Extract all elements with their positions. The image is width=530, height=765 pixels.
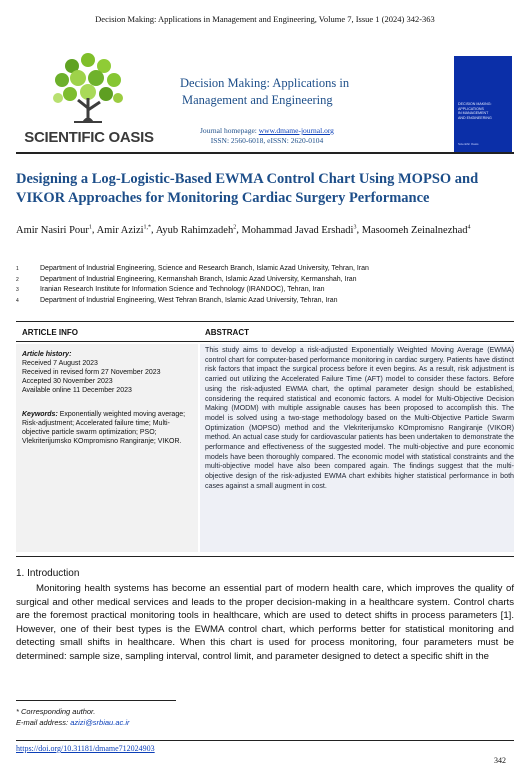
issn: ISSN: 2560-6018, eISSN: 2620-0104 [210,136,324,145]
affiliation: 4 Department of Industrial Engineering, West Tehran Branch, Islamic Azad University, Tehran, Iran [16,296,338,304]
history-item: Received in revised form 27 November 2023 [22,369,161,376]
author: Mohammad Javad Ershadi$^3$ [241,224,357,236]
keywords-label: Keywords: [22,411,58,418]
affiliations [16,264,516,306]
keywords [22,410,192,446]
cover-line: DECISION MAKING: [458,102,492,106]
author: Amir Azizi$^{1,*}$ [96,224,152,236]
abstract-text: This study aims to develop a risk-adjusted Exponentially Weighted Moving Average (EWMA) control chart for computer-based performance monitoring in cardiac surgery. Patients have distinct risk factors that impact the surgical process before it even begins. As a result, risk adjustment is carried out utilizing the Accelerated Failure Time (AFT) model to consider these factors. Before using the risk-adjusted EWMA chart, the optimal parameter design should be established, considering the required statistical and economic factors. A model for Multi-Objective Decision Making (MODM) with multiple assignable causes has been proposed to accomplish this. The model is solved using a two-stage methodology based on the Multi-Objective Particle Swarm Optimization (MOPSO) method and the Vlekriterijumsko KOmpromisno Rangiranje (VIKOR) method. An actual case study for cardiovascular patients has been undertaken to demonstrate the performance and effectiveness of the suggested model. The multi-objective and pure economic models have been thoroughly compared. The economic model with statistical constraints and the multi-objective model have also been compared again. The findings suggest that the multi-objective design of the risk-adjusted EWMA chart exhibits higher statistical performance in both cases against a small augment in cost. [205,346,514,490]
cover-footer: Scientific Oasis [458,142,479,146]
affiliation: 2 Department of Industrial Engineering, Kermanshah Branch, Islamic Azad University, Kermanshah, Iran [16,275,357,283]
publisher-logo [18,50,160,150]
doi-rule [16,740,514,741]
journal-title [180,75,349,109]
journal-homepage [200,126,334,146]
article-info-heading: ARTICLE INFO [22,328,78,337]
table-top-rule [16,321,514,322]
author: Masoomeh Zeinalnezhad$^4$ [361,224,471,236]
footnote-rule [16,700,176,701]
running-header: Decision Making: Applications in Management and Engineering, Volume 7, Issue 1 (2024) 342-363 [95,14,435,24]
homepage-link[interactable]: www.dmame-journal.org [258,126,334,135]
header-divider [16,152,514,154]
cover-line: AND ENGINEERING [458,115,492,120]
history-item: Accepted 30 November 2023 [22,378,113,385]
history-item: Received 7 August 2023 [22,360,98,367]
journal-title-line2: Management and Engineering [182,93,333,107]
cover-line: APPLICATIONS [458,106,484,111]
abstract-heading: ABSTRACT [205,328,249,337]
journal-title-line1: Decision Making: Applications in [180,76,350,90]
introduction-text: Monitoring health systems has become an essential part of modern health care, which improves the quality of surgical and other medical services and leads to the proper decision-making in a healthcare system. Control charts are the foremost practical monitoring tools in healthcare, which are used to detect shifts in process parameters [1]. However, one of their best types is the EWMA control chart, which performs better for statistical monitoring and detecting small shifts in healthcare. When this chart is used for process monitoring, four parameters must be determined: sample size, sampling interval, control limit, and parameter designed to detect a specific shift in the [16,583,514,662]
corresponding-author: * Corresponding author. [16,707,96,716]
author: Amir Nasiri Pour$^1$ [16,224,92,236]
article-info [22,350,192,446]
publisher-logo-text: SCIENTIFIC OASIS [24,129,154,146]
affiliation: 3 Iranian Research Institute for Information Science and Technology (IRANDOC), Tehran, Iran [16,286,325,293]
paper-title: Designing a Log-Logistic-Based EWMA Control Chart Using MOPSO and VIKOR Approaches for Monitoring Cardiac Surgery Performance [16,171,479,206]
email-label: E-mail address: [16,718,71,727]
section-heading: 1. Introduction [16,568,80,579]
affiliation: 1 Department of Industrial Engineering, Science and Research Branch, Islamic Azad University, Tehran, Iran [16,265,369,272]
page-number: 342 [494,756,506,765]
journal-cover-title [458,102,508,120]
footnote [16,706,129,728]
cover-line: IN MANAGEMENT [458,111,489,115]
table-header-rule [16,341,514,342]
email-link[interactable]: azizi@srbiau.ac.ir [70,718,130,727]
doi-link[interactable]: https://doi.org/10.31181/dmame712024903 [16,744,155,753]
history-item: Available online 11 December 2023 [22,387,132,394]
keywords-text: Exponentially weighted moving average; Risk-adjustment; Accelerated failure time; Multi-objective particle swarm optimization; PSO; Vlekriterijumsko KOmpromisno Rangiranje; VIKOR. [22,411,186,445]
history-label: Article history: [22,351,72,358]
author: Ayub Rahimzadeh$^2$ [155,224,237,236]
table-bottom-rule [16,556,514,557]
author-list: Amir Nasiri Pour$^1$, Amir Azizi$^{1,*}$, Ayub Rahimzadeh$^2$, Mohammad Javad Ershadi$^3$, Masoomeh Zeinalnezhad$^4$ [16,224,471,236]
homepage-label: Journal homepage: [200,126,259,135]
